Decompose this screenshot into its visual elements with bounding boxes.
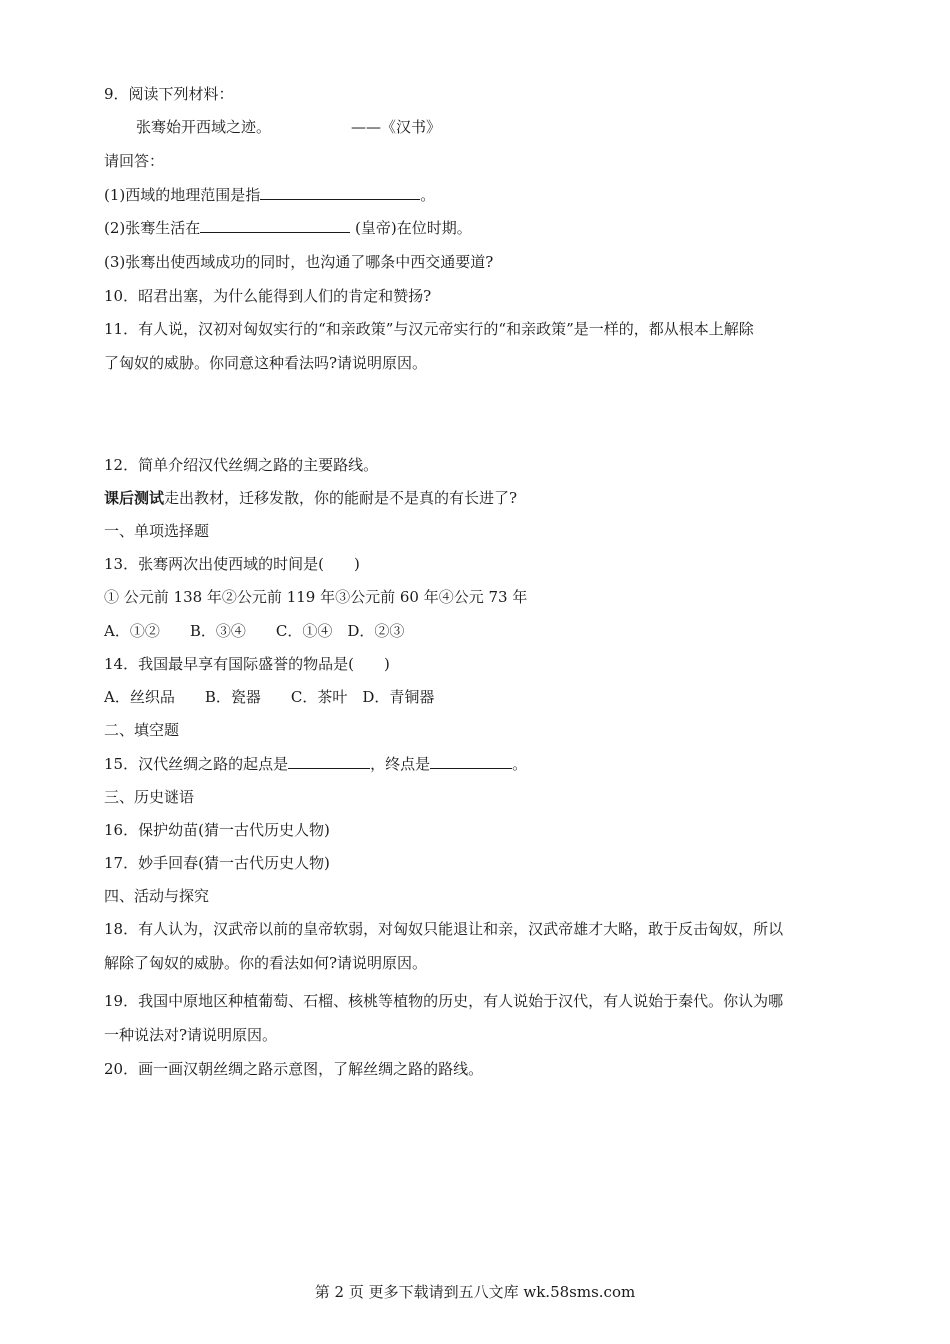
q10: 10．昭君出塞，为什么能得到人们的肯定和赞扬? <box>104 287 432 305</box>
answer-blank[interactable] <box>430 754 512 769</box>
section-activity: 四、活动与探究 <box>104 887 210 905</box>
answer-blank[interactable] <box>260 185 420 200</box>
q11-line1: 11．有人说，汉初对匈奴实行的“和亲政策”与汉元帝实行的“和亲政策”是一样的，都从根本上解除 <box>104 320 754 338</box>
q9-part2-end: (皇帝)在位时期。 <box>350 219 472 237</box>
q9-part3: (3)张骞出使西域成功的同时，也沟通了哪条中西交通要道? <box>104 253 494 271</box>
q19-line2: 一种说法对?请说明原因。 <box>104 1026 278 1044</box>
q9-part1-text: (1)西域的地理范围是指 <box>104 186 261 204</box>
q14-stem: 14．我国最早享有国际盛誉的物品是( ) <box>104 655 390 673</box>
q9-ask: 请回答： <box>104 152 165 170</box>
test-label: 课后测试 <box>104 489 165 507</box>
q19-line1: 19．我国中原地区种植葡萄、石榴、核桃等植物的历史，有人说始于汉代，有人说始于秦代。你认为哪 <box>104 992 784 1010</box>
test-heading <box>104 488 517 508</box>
q14-options: A．丝织品 B．瓷器 C．茶叶 D．青铜器 <box>104 688 435 706</box>
q13-stem: 13．张骞两次出使西域的时间是( ) <box>104 555 360 573</box>
section-riddle: 三、历史谜语 <box>104 788 195 806</box>
page-footer: 第 2 页 更多下载请到五八文库 wk.58sms.com <box>314 1283 636 1301</box>
section-fill: 二、填空题 <box>104 721 180 739</box>
test-text: 走出教材，迁移发散，你的能耐是不是真的有长进了? <box>164 489 518 507</box>
q13-options: A．①② B．③④ C．①④ D．②③ <box>104 622 405 640</box>
q15-end: 。 <box>512 755 528 773</box>
q12: 12．简单介绍汉代丝绸之路的主要路线。 <box>104 456 379 474</box>
q16: 16．保护幼苗(猜一古代历史人物) <box>104 821 330 839</box>
answer-blank[interactable] <box>200 218 350 233</box>
q9-part1-end: 。 <box>420 186 436 204</box>
answer-blank[interactable] <box>288 754 370 769</box>
q15 <box>104 754 527 774</box>
q9-part2-text: (2)张骞生活在 <box>104 219 201 237</box>
q9-part2 <box>104 218 472 238</box>
q17: 17．妙手回春(猜一古代历史人物) <box>104 854 330 872</box>
q15-text: 15．汉代丝绸之路的起点是 <box>104 755 289 773</box>
q15-mid: ，终点是 <box>370 755 431 773</box>
q11-line2: 了匈奴的威胁。你同意这种看法吗?请说明原因。 <box>104 354 428 372</box>
q9-quote: 张骞始开西域之迹。 <box>136 118 272 136</box>
q20: 20．画一画汉朝丝绸之路示意图，了解丝绸之路的路线。 <box>104 1060 484 1078</box>
q13-items: ① 公元前 138 年②公元前 119 年③公元前 60 年④公元 73 年 <box>104 588 528 606</box>
q9-part1 <box>104 185 435 205</box>
q18-line1: 18．有人认为，汉武帝以前的皇帝软弱，对匈奴只能退让和亲，汉武帝雄才大略，敢于反击匈奴，所以 <box>104 920 784 938</box>
section-choice: 一、单项选择题 <box>104 522 210 540</box>
q9-material <box>136 117 441 137</box>
q9-source: ——《汉书》 <box>351 118 442 136</box>
q9-title: 9．阅读下列材料： <box>104 85 234 103</box>
q18-line2: 解除了匈奴的威胁。你的看法如何?请说明原因。 <box>104 954 428 972</box>
